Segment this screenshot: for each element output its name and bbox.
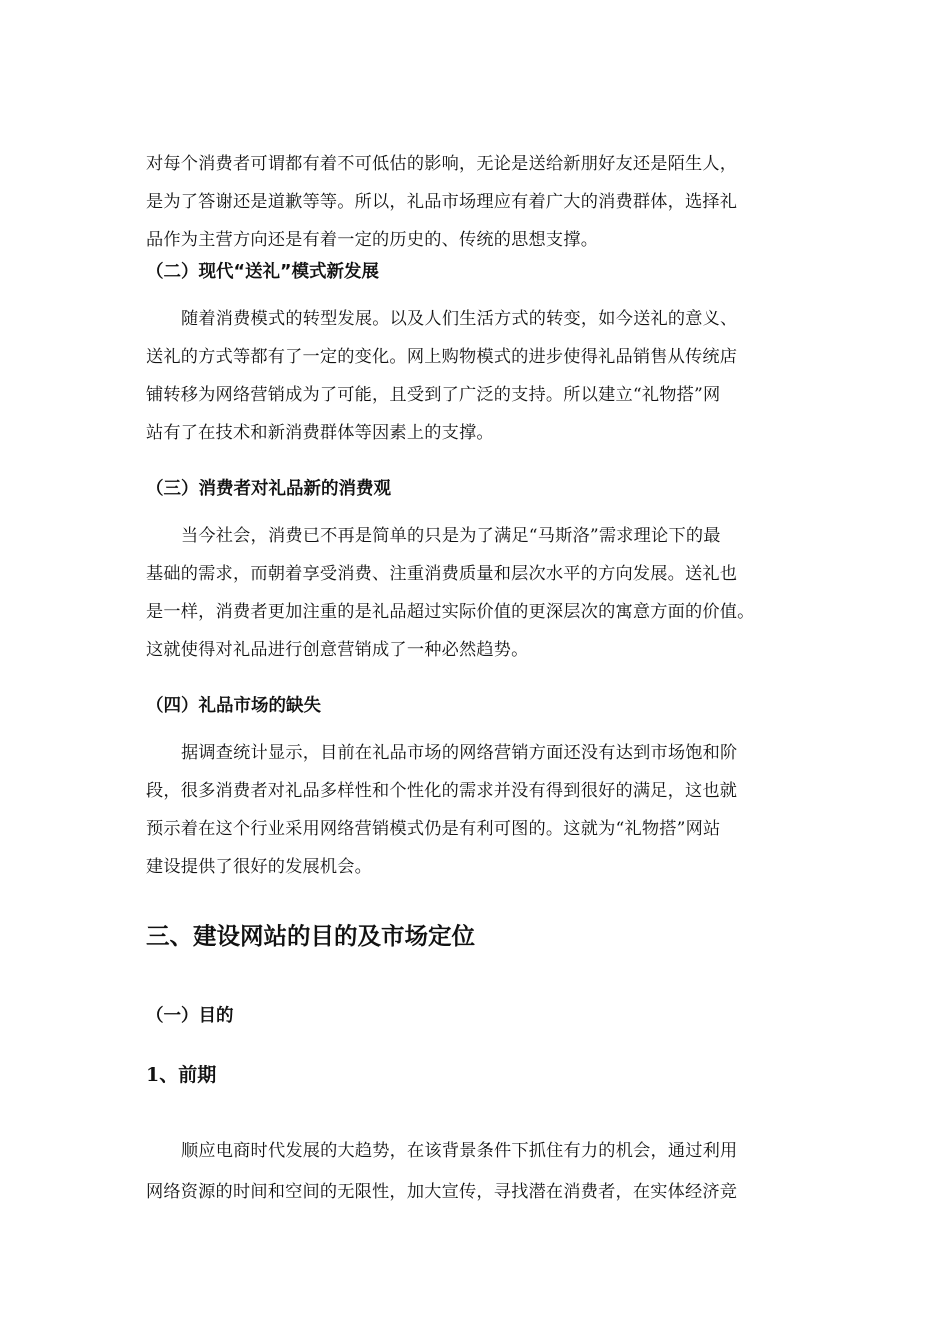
paragraph-line: 预示着在这个行业采用网络营销模式仍是有利可图的。这就为“礼物搭”网站 (146, 819, 721, 839)
paragraph-line: 随着消费模式的转型发展。以及人们生活方式的转变，如今送礼的意义、 (181, 309, 738, 329)
paragraph-line: 对每个消费者可谓都有着不可低估的影响，无论是送给新朋好友还是陌生人， (146, 154, 738, 174)
paragraph-line: 是为了答谢还是道歉等等。所以，礼品市场理应有着广大的消费群体，选择礼 (146, 192, 738, 212)
paragraph-line: 据调查统计显示，目前在礼品市场的网络营销方面还没有达到市场饱和阶 (181, 743, 738, 763)
section-heading-4: （四）礼品市场的缺失 (146, 696, 321, 716)
paragraph-line: 网络资源的时间和空间的无限性，加大宣传，寻找潜在消费者，在实体经济竞 (146, 1182, 738, 1202)
paragraph-line: 品作为主营方向还是有着一定的历史的、传统的思想支撑。 (146, 230, 599, 250)
paragraph-line: 基础的需求，而朝着享受消费、注重消费质量和层次水平的方向发展。送礼也 (146, 564, 738, 584)
paragraph-line: 是一样，消费者更加注重的是礼品超过实际价值的更深层次的寓意方面的价值。 (146, 602, 755, 622)
paragraph-line: 顺应电商时代发展的大趋势，在该背景条件下抓住有力的机会，通过利用 (181, 1141, 738, 1161)
paragraph-line: 送礼的方式等都有了一定的变化。网上购物模式的进步使得礼品销售从传统店 (146, 347, 738, 367)
paragraph-line: 铺转移为网络营销成为了可能，且受到了广泛的支持。所以建立“礼物搭”网 (146, 385, 721, 405)
item-heading: 1、前期 (146, 1064, 217, 1086)
paragraph-line: 站有了在技术和新消费群体等因素上的支撑。 (146, 423, 494, 443)
paragraph-line: 段，很多消费者对礼品多样性和个性化的需求并没有得到很好的满足，这也就 (146, 781, 738, 801)
paragraph-line: 当今社会，消费已不再是简单的只是为了满足“马斯洛”需求理论下的最 (181, 526, 721, 546)
chapter-heading: 三、建设网站的目的及市场定位 (146, 922, 475, 950)
section-heading-2: （二）现代“送礼”模式新发展 (146, 262, 380, 282)
paragraph-line: 这就使得对礼品进行创意营销成了一种必然趋势。 (146, 640, 529, 660)
section-heading-3: （三）消费者对礼品新的消费观 (146, 479, 391, 499)
paragraph-line: 建设提供了很好的发展机会。 (146, 857, 373, 877)
subsection-heading: （一）目的 (146, 1006, 234, 1026)
